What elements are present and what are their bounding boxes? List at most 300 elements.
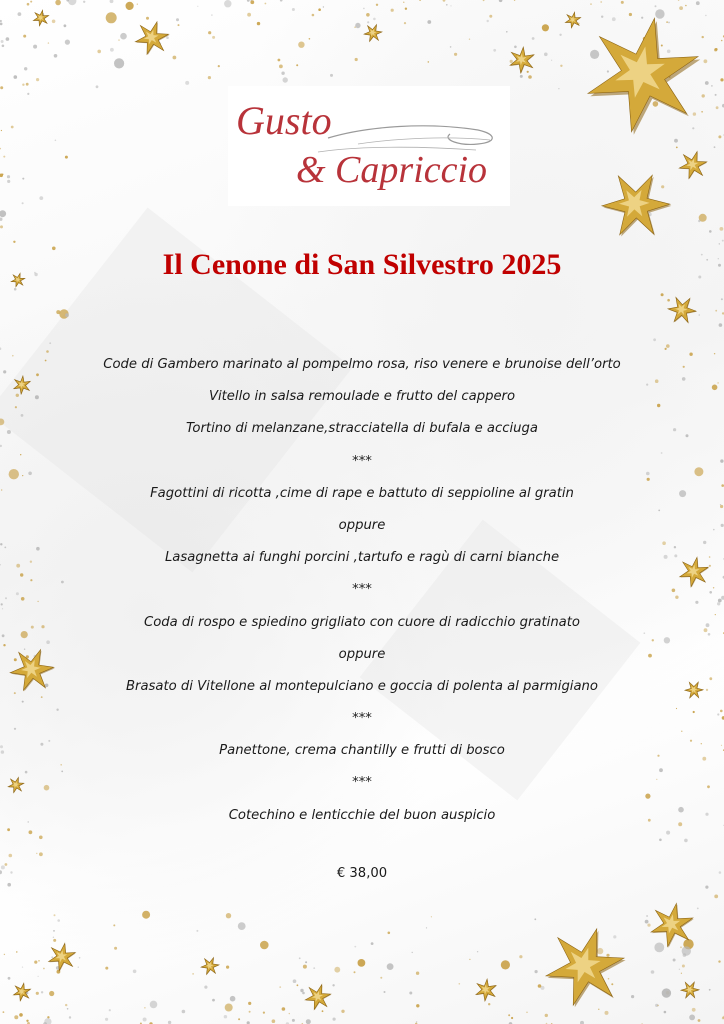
- sparkle-dot: [679, 969, 680, 970]
- sparkle-dot: [48, 740, 50, 742]
- sparkle-dot: [508, 1014, 510, 1016]
- menu-alternative: oppure: [338, 517, 386, 533]
- sparkle-dot: [22, 178, 24, 180]
- sparkle-dot: [31, 626, 34, 629]
- sparkle-dot: [30, 561, 32, 563]
- sparkle-dot: [313, 967, 315, 969]
- sparkle-dot: [16, 394, 19, 397]
- sparkle-dot: [49, 342, 51, 344]
- sparkle-dot: [0, 543, 2, 545]
- logo-line2: & Capriccio: [296, 149, 488, 191]
- menu-item: Cotechino e lenticchie del buon auspicio: [228, 807, 496, 823]
- gold-star-icon: [668, 297, 697, 323]
- sparkle-dot: [721, 524, 724, 527]
- sparkle-dot: [358, 959, 366, 967]
- sparkle-dot: [501, 960, 510, 969]
- sparkle-dot: [450, 5, 451, 6]
- sparkle-dot: [720, 710, 723, 713]
- sparkle-dot: [611, 983, 613, 985]
- sparkle-dot: [211, 14, 212, 15]
- sparkle-dot: [0, 20, 2, 22]
- sparkle-dot: [405, 8, 407, 10]
- course-separator: ***: [352, 582, 372, 598]
- sparkle-dot: [133, 970, 137, 974]
- sparkle-dot: [600, 1, 602, 3]
- sparkle-dot: [709, 591, 712, 594]
- sparkle-dot: [30, 1, 32, 3]
- menu-title: Il Cenone di San Silvestro 2025: [162, 248, 562, 281]
- sparkle-dot: [238, 1018, 240, 1020]
- sparkle-dot: [720, 459, 723, 462]
- menu-item: Vitello in salsa remoulade e frutto del cappero: [208, 389, 516, 405]
- sparkle-dot: [705, 15, 706, 16]
- sparkle-dot: [289, 1013, 290, 1014]
- sparkle-dot: [428, 61, 430, 63]
- sparkle-dot: [41, 696, 43, 698]
- sparkle-dot: [606, 954, 609, 957]
- sparkle-dot: [263, 1012, 265, 1014]
- sparkle-dot: [12, 355, 14, 357]
- sparkle-dot: [21, 597, 25, 601]
- sparkle-dot: [3, 370, 6, 373]
- sparkle-dot: [641, 17, 643, 19]
- sparkle-dot: [56, 709, 58, 711]
- sparkle-dot: [65, 40, 70, 45]
- sparkle-dot: [689, 1015, 695, 1021]
- sparkle-dot: [23, 35, 26, 38]
- sparkle-dot: [166, 36, 169, 39]
- sparkle-dot: [661, 293, 664, 296]
- sparkle-dot: [416, 972, 419, 975]
- sparkle-dot: [672, 589, 676, 593]
- sparkle-dot: [696, 1, 700, 5]
- sparkle-dot: [608, 978, 610, 980]
- sparkle-dot: [126, 2, 134, 10]
- sparkle-dot: [218, 65, 220, 67]
- sparkle-dot: [367, 21, 369, 23]
- sparkle-dot: [532, 37, 535, 40]
- sparkle-dot: [208, 31, 211, 34]
- sparkle-dot: [279, 986, 281, 988]
- sparkle-dot: [676, 708, 677, 709]
- sparkle-dot: [299, 957, 301, 959]
- sparkle-dot: [665, 348, 667, 350]
- sparkle-dot: [666, 344, 670, 348]
- sparkle-dot: [711, 85, 713, 87]
- sparkle-dot: [26, 1020, 28, 1022]
- sparkle-dot: [511, 1017, 513, 1019]
- sparkle-dot: [265, 3, 267, 5]
- sparkle-dot: [454, 53, 457, 56]
- sparkle-dot: [28, 821, 29, 822]
- sparkle-dot: [39, 852, 43, 856]
- sparkle-dot: [68, 0, 76, 5]
- gold-star-icon: [305, 985, 331, 1011]
- sparkle-dot: [39, 836, 43, 840]
- sparkle-dot: [682, 965, 685, 968]
- sparkle-dot: [41, 991, 43, 993]
- sparkle-dot: [34, 961, 37, 964]
- sparkle-dot: [0, 148, 1, 150]
- sparkle-dot: [22, 701, 24, 703]
- gold-star-icon: [476, 979, 497, 1001]
- sparkle-dot: [520, 75, 523, 78]
- sparkle-dot: [55, 0, 61, 5]
- sparkle-dot: [699, 314, 700, 315]
- sparkle-dot: [446, 4, 448, 6]
- sparkle-dot: [653, 101, 659, 107]
- sparkle-dot: [3, 1011, 5, 1013]
- sparkle-dot: [363, 8, 365, 10]
- sparkle-dot: [450, 46, 452, 48]
- course-separator: ***: [352, 453, 372, 469]
- sparkle-dot: [182, 1010, 186, 1014]
- sparkle-dot: [667, 299, 670, 302]
- sparkle-dot: [655, 9, 664, 18]
- sparkle-dot: [36, 992, 39, 995]
- sparkle-dot: [661, 45, 663, 47]
- sparkle-dot: [67, 1008, 69, 1010]
- sparkle-dot: [704, 628, 708, 632]
- sparkle-dot: [692, 127, 694, 129]
- sparkle-dot: [35, 395, 39, 399]
- sparkle-dot: [192, 973, 194, 975]
- sparkle-dot: [9, 469, 19, 479]
- gold-star-icon: [546, 929, 626, 1007]
- sparkle-dot: [354, 946, 356, 948]
- sparkle-dot: [680, 946, 682, 948]
- sparkle-dot: [431, 916, 432, 917]
- sparkle-dot: [380, 977, 382, 979]
- sparkle-dot: [0, 445, 2, 447]
- sparkle-dot: [22, 202, 24, 204]
- sparkle-dot: [37, 601, 38, 602]
- sparkle-dot: [686, 434, 689, 437]
- menu-item: Panettone, crema chantilly e frutti di bosco: [219, 743, 505, 759]
- sparkle-dot: [681, 731, 682, 732]
- sparkle-dot: [558, 88, 559, 89]
- sparkle-dot: [651, 970, 655, 974]
- sparkle-dot: [225, 1004, 233, 1012]
- sparkle-dot: [675, 596, 678, 599]
- sparkle-dot: [22, 84, 24, 86]
- sparkle-dot: [78, 967, 79, 968]
- sparkle-dot: [110, 0, 114, 3]
- sparkle-dot: [545, 1014, 548, 1017]
- sparkle-dot: [11, 126, 14, 129]
- logo-swirl: [358, 138, 490, 144]
- sparkle-dot: [674, 139, 678, 143]
- sparkle-dot: [719, 243, 720, 244]
- sparkle-dot: [551, 60, 552, 61]
- sparkle-dot: [519, 955, 522, 958]
- sparkle-dot: [2, 634, 5, 637]
- sparkle-dot: [718, 599, 722, 603]
- sparkle-dot: [173, 56, 177, 60]
- sparkle-dot: [318, 8, 321, 11]
- sparkle-dot: [590, 50, 599, 59]
- sparkle-dot: [16, 951, 17, 952]
- sparkle-dot: [682, 377, 686, 381]
- sparkle-dot: [2, 608, 3, 609]
- sparkle-dot: [664, 1011, 667, 1014]
- sparkle-dot: [702, 36, 704, 38]
- sparkle-dot: [1, 750, 4, 753]
- sparkle-dot: [330, 74, 333, 77]
- sparkle-dot: [714, 353, 715, 354]
- sparkle-dot: [38, 960, 40, 962]
- sparkle-dot: [14, 288, 17, 291]
- sparkle-dot: [631, 995, 634, 998]
- sparkle-dot: [137, 4, 138, 5]
- sparkle-dot: [144, 1007, 146, 1009]
- sparkle-dot: [24, 649, 25, 650]
- sparkle-dot: [510, 60, 513, 63]
- sparkle-dot: [14, 728, 16, 730]
- sparkle-dot: [721, 298, 723, 300]
- sparkle-dot: [499, 0, 503, 2]
- sparkle-dot: [706, 689, 708, 691]
- sparkle-dot: [292, 1019, 295, 1022]
- sparkle-dot: [0, 745, 3, 748]
- sparkle-dot: [721, 40, 723, 42]
- sparkle-dot: [334, 967, 340, 973]
- sparkle-dot: [679, 490, 686, 497]
- sparkle-dot: [14, 75, 18, 79]
- sparkle-dot: [146, 17, 149, 20]
- sparkle-dot: [257, 22, 260, 25]
- sparkle-dot: [701, 111, 703, 113]
- sparkle-dot: [185, 81, 189, 85]
- sparkle-dot: [695, 601, 698, 604]
- sparkle-dot: [21, 631, 28, 638]
- sparkle-dot: [106, 12, 117, 23]
- sparkle-dot: [41, 625, 44, 628]
- sparkle-dot: [646, 915, 648, 917]
- sparkle-dot: [612, 17, 616, 21]
- sparkle-dot: [560, 65, 562, 67]
- sparkle-dot: [419, 0, 421, 1]
- sparkle-dot: [705, 813, 708, 816]
- sparkle-dot: [45, 684, 49, 688]
- sparkle-dot: [293, 979, 297, 983]
- sparkle-dot: [54, 54, 58, 58]
- sparkle-dot: [15, 406, 17, 408]
- gold-star-icon: [14, 376, 31, 394]
- sparkle-dot: [54, 914, 56, 916]
- sparkle-dot: [559, 34, 561, 36]
- sparkle-dot: [716, 106, 719, 109]
- sparkle-dot: [197, 6, 198, 7]
- sparkle-dot: [391, 9, 394, 12]
- gold-star-icon: [364, 25, 382, 42]
- sparkle-dot: [212, 36, 215, 39]
- sparkle-dot: [409, 992, 412, 995]
- sparkle-dot: [714, 146, 716, 148]
- sparkle-dot: [7, 883, 11, 887]
- sparkle-dot: [247, 0, 250, 2]
- sparkle-dot: [647, 924, 650, 927]
- sparkle-dot: [260, 941, 269, 950]
- course-separator: ***: [352, 711, 372, 727]
- sparkle-dot: [655, 5, 657, 7]
- sparkle-dot: [514, 46, 517, 49]
- sparkle-dot: [247, 13, 251, 17]
- sparkle-dot: [105, 967, 108, 970]
- sparkle-dot: [678, 807, 684, 813]
- sparkle-dot: [176, 18, 179, 21]
- sparkle-dot: [702, 757, 706, 761]
- sparkle-dot: [53, 939, 56, 942]
- sparkle-dot: [332, 984, 334, 986]
- sparkle-dot: [538, 984, 542, 988]
- gold-star-icon: [685, 682, 703, 698]
- sparkle-dot: [488, 1003, 490, 1005]
- sparkle-dot: [43, 968, 45, 970]
- sparkle-dot: [713, 529, 715, 531]
- sparkle-dot: [20, 573, 23, 576]
- sparkle-dot: [659, 839, 662, 842]
- sparkle-dot: [7, 180, 10, 183]
- sparkle-dot: [24, 67, 27, 70]
- sparkle-dot: [278, 59, 281, 62]
- sparkle-dot: [114, 947, 117, 950]
- sparkle-dot: [664, 555, 668, 559]
- sparkle-dot: [118, 39, 119, 40]
- sparkle-dot: [14, 658, 17, 661]
- sparkle-dot: [676, 147, 678, 149]
- sparkle-dot: [18, 12, 22, 16]
- sparkle-dot: [0, 419, 4, 426]
- sparkle-dot: [506, 31, 508, 33]
- sparkle-dot: [477, 951, 478, 952]
- sparkle-dot: [309, 38, 311, 40]
- sparkle-dot: [355, 58, 358, 61]
- sparkle-dot: [673, 428, 676, 431]
- sparkle-dot: [7, 175, 10, 178]
- sparkle-dot: [666, 831, 670, 835]
- sparkle-dot: [280, 0, 283, 2]
- sparkle-dot: [601, 16, 603, 18]
- sparkle-dot: [14, 692, 16, 694]
- sparkle-dot: [706, 623, 710, 627]
- sparkle-dot: [64, 24, 67, 27]
- sparkle-dot: [679, 6, 683, 10]
- sparkle-dot: [142, 911, 150, 919]
- sparkle-dot: [629, 13, 632, 16]
- sparkle-dot: [300, 989, 303, 992]
- sparkle-dot: [51, 956, 53, 958]
- sparkle-dot: [7, 430, 11, 434]
- sparkle-dot: [279, 65, 283, 69]
- sparkle-dot: [701, 743, 702, 744]
- sparkle-dot: [376, 4, 378, 6]
- sparkle-dot: [403, 2, 404, 3]
- sparkle-dot: [717, 382, 719, 384]
- sparkle-dot: [44, 1018, 51, 1024]
- sparkle-dot: [39, 196, 43, 200]
- gold-star-icon: [8, 777, 24, 793]
- sparkle-dot: [514, 0, 515, 1]
- sparkle-dot: [709, 230, 712, 233]
- sparkle-dot: [306, 1019, 311, 1024]
- sparkle-dot: [544, 53, 548, 57]
- sparkle-dot: [224, 1015, 227, 1018]
- sparkle-dot: [717, 713, 719, 715]
- sparkle-dot: [534, 918, 536, 920]
- sparkle-dot: [426, 927, 427, 928]
- sparkle-dot: [110, 48, 114, 52]
- sparkle-dot: [598, 1009, 599, 1010]
- sparkle-dot: [282, 1007, 286, 1011]
- sparkle-dot: [714, 895, 718, 899]
- sparkle-dot: [683, 366, 685, 368]
- gold-star-icon: [510, 47, 534, 74]
- sparkle-dot: [16, 592, 19, 595]
- sparkle-dot: [483, 0, 485, 1]
- sparkle-dot: [0, 225, 3, 228]
- sparkle-dot: [1, 489, 2, 490]
- menu-item: Brasato di Vitellone al montepulciano e goccia di polenta al parmigiano: [126, 678, 598, 694]
- sparkle-dot: [662, 988, 671, 997]
- sparkle-dot: [713, 587, 714, 588]
- sparkle-dot: [322, 1010, 324, 1012]
- sparkle-dot: [150, 1001, 158, 1009]
- sparkle-dot: [105, 1018, 108, 1021]
- sparkle-dot: [20, 454, 21, 455]
- sparkle-dot: [341, 1010, 344, 1013]
- sparkle-dot: [27, 3, 30, 6]
- gold-star-icon: [602, 175, 671, 236]
- sparkle-dot: [0, 564, 1, 565]
- sparkle-dot: [489, 15, 492, 18]
- sparkle-dot: [292, 8, 295, 11]
- sparkle-dot: [412, 952, 413, 953]
- sparkle-dot: [143, 1018, 147, 1022]
- sparkle-dot: [1, 40, 4, 43]
- sparkle-dot: [2, 45, 5, 48]
- sparkle-dot: [0, 23, 3, 26]
- sparkle-dot: [404, 22, 406, 24]
- sparkle-dot: [715, 614, 716, 615]
- sparkle-dot: [36, 853, 37, 854]
- sparkle-dot: [354, 971, 356, 973]
- sparkle-dot: [2, 174, 4, 176]
- sparkle-dot: [178, 24, 180, 26]
- sparkle-dot: [302, 992, 305, 995]
- sparkle-dot: [323, 6, 324, 7]
- sparkle-dot: [707, 785, 710, 788]
- sparkle-dot: [607, 70, 609, 72]
- sparkle-dot: [3, 644, 5, 646]
- restaurant-logo: [228, 86, 510, 206]
- gold-star-icon: [565, 12, 581, 28]
- sparkle-dot: [224, 0, 231, 7]
- sparkle-dot: [250, 0, 254, 4]
- sparkle-dot: [657, 1005, 659, 1007]
- sparkle-dot: [416, 1021, 417, 1022]
- sparkle-dot: [720, 504, 721, 505]
- logo-line1: Gusto: [236, 98, 332, 143]
- sparkle-dot: [25, 771, 28, 774]
- sparkle-dot: [469, 39, 470, 40]
- sparkle-dot: [667, 50, 671, 54]
- sparkle-dot: [9, 854, 13, 858]
- sparkle-dot: [678, 0, 679, 1]
- sparkle-dot: [22, 475, 23, 476]
- menu-item: Coda di rospo e spiedino grigliato con cuore di radicchio gratinato: [144, 614, 580, 630]
- sparkle-dot: [113, 924, 115, 926]
